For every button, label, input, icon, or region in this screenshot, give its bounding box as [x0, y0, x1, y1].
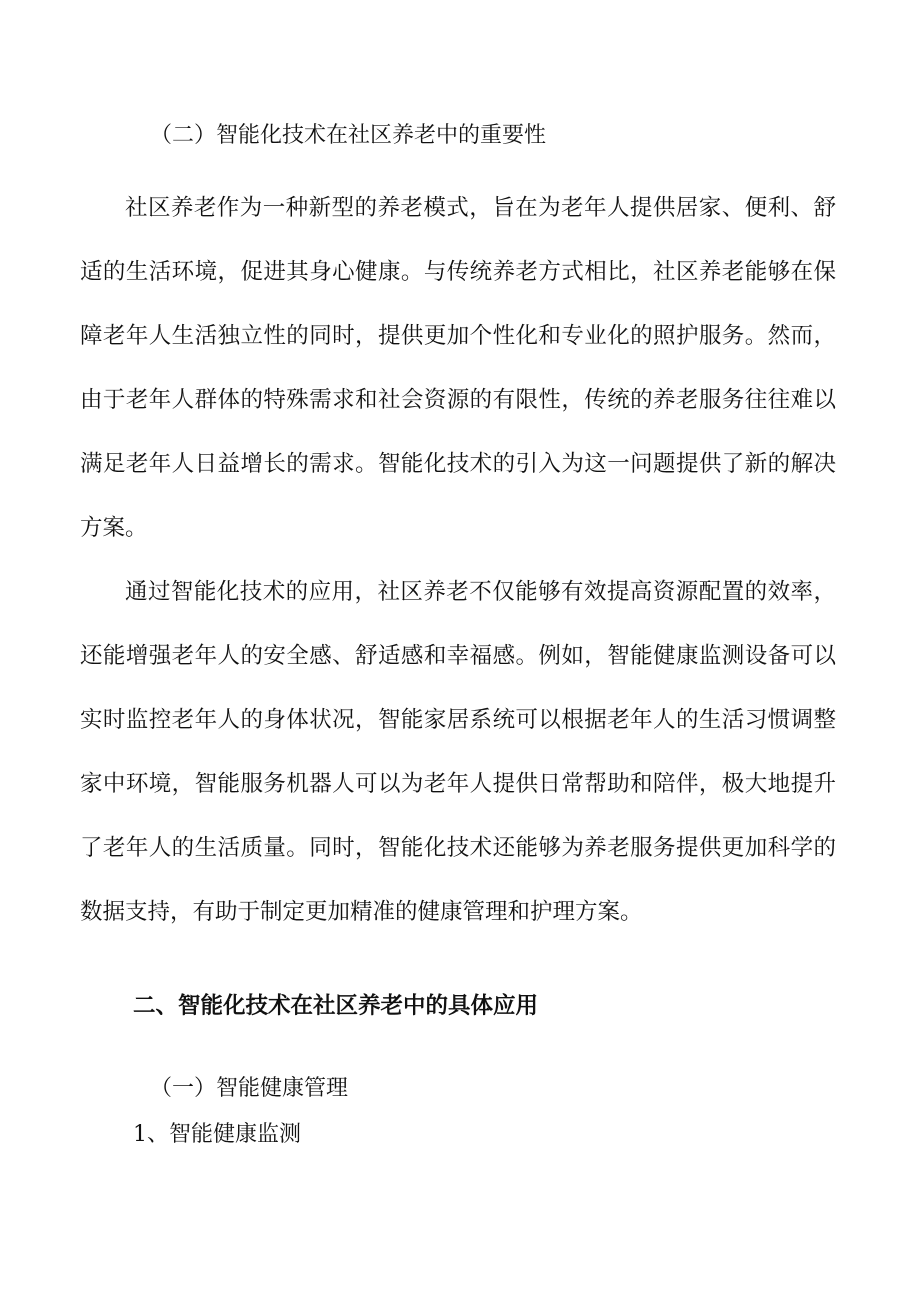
paragraph-community-elderly-care: 社区养老作为一种新型的养老模式，旨在为老年人提供居家、便利、舒适的生活环境，促进其身心健康。与传统养老方式相比，社区养老能够在保障老年人生活独立性的同时，提供更加个性化和专业化的照护服务。然而，由于老年人群体的特殊需求和社会资源的有限性，传统的养老服务往往难以满足老年人日益增长的需求。智能化技术的引入为这一问题提供了新的解决方案。	[80, 195, 836, 541]
numbered-item-health-monitoring: 1、智能健康监测	[133, 1122, 301, 1147]
section-heading-applications: 二、智能化技术在社区养老中的具体应用	[133, 993, 539, 1019]
subheading-health-management: （一）智能健康管理	[150, 1076, 349, 1101]
subheading-importance: （二）智能化技术在社区养老中的重要性	[150, 123, 547, 148]
paragraph-technology-application: 通过智能化技术的应用，社区养老不仅能够有效提高资源配置的效率，还能增强老年人的安全感、舒适感和幸福感。例如，智能健康监测设备可以实时监控老年人的身体状况，智能家居系统可以根据老年人的生活习惯调整家中环境，智能服务机器人可以为老年人提供日常帮助和陪伴，极大地提升了老年人的生活质量。同时，智能化技术还能够为养老服务提供更加科学的数据支持，有助于制定更加精准的健康管理和护理方案。	[80, 579, 836, 925]
